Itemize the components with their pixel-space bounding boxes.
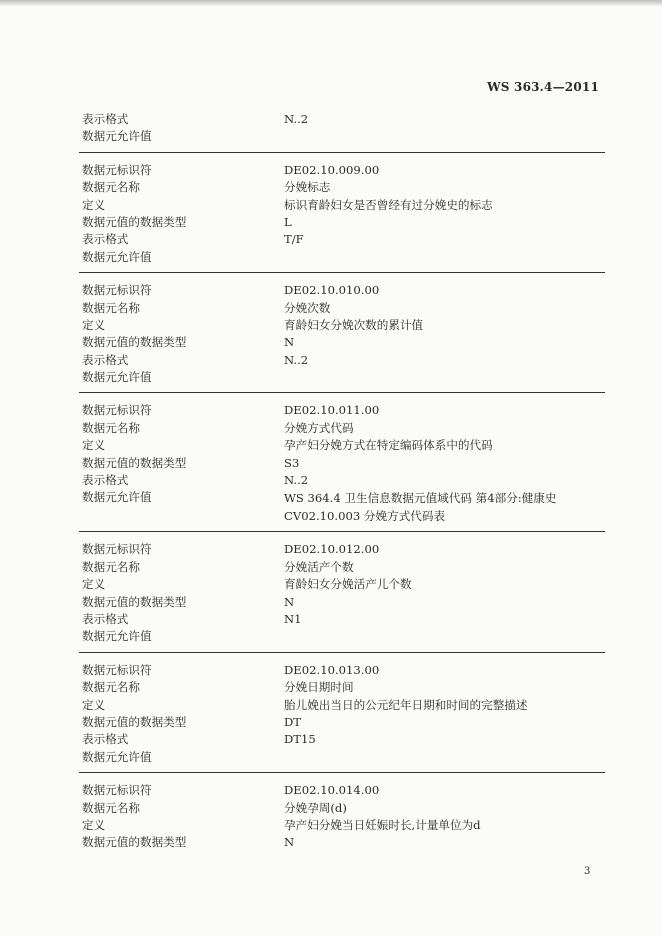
field-label: 表示格式 — [82, 352, 129, 367]
field-row — [82, 179, 602, 196]
field-label: 表示格式 — [82, 232, 129, 247]
field-row — [82, 369, 602, 386]
data-element-block — [82, 541, 602, 645]
field-value: 分娩活产个数 — [284, 559, 354, 574]
field-row — [82, 541, 602, 558]
field-row — [82, 249, 602, 266]
data-element-block — [82, 662, 602, 766]
field-value: N1 — [284, 611, 302, 626]
field-value: N..2 — [284, 473, 309, 488]
divider-line — [79, 152, 605, 153]
field-row — [82, 420, 602, 437]
field-label: 数据元标识符 — [82, 403, 152, 418]
field-label: 数据元值的数据类型 — [82, 455, 187, 470]
field-label: 数据元允许值 — [82, 129, 152, 144]
field-label: 数据元标识符 — [82, 783, 152, 798]
scan-top-border — [0, 0, 662, 6]
divider-line — [79, 772, 605, 773]
field-label: 数据元值的数据类型 — [82, 214, 187, 229]
field-label: 数据元允许值 — [82, 370, 152, 385]
field-label: 定义 — [82, 577, 106, 592]
field-value: N..2 — [284, 112, 309, 126]
field-label: 数据元名称 — [82, 680, 140, 695]
field-label: 数据元允许值 — [82, 490, 152, 505]
field-value — [284, 128, 602, 145]
field-value: S3 — [284, 455, 300, 470]
field-value: DE02.10.009.00 — [284, 162, 380, 177]
field-row — [82, 402, 602, 419]
field-label: 数据元值的数据类型 — [82, 594, 187, 609]
field-row — [82, 731, 602, 748]
field-label: 数据元名称 — [82, 420, 140, 435]
field-row — [82, 817, 602, 834]
field-label: 数据元标识符 — [82, 162, 152, 177]
field-row — [82, 749, 602, 766]
field-value: DE02.10.011.00 — [284, 403, 380, 418]
field-label: 定义 — [82, 197, 106, 212]
field-label: 数据元名称 — [82, 559, 140, 574]
field-label: 数据元名称 — [82, 800, 140, 815]
field-row — [82, 576, 602, 593]
field-label: 数据元允许值 — [82, 629, 152, 644]
field-row — [82, 231, 602, 248]
field-value: 分娩标志 — [284, 180, 331, 195]
field-row — [82, 489, 602, 525]
field-value: 胎儿娩出当日的公元纪年日期和时间的完整描述 — [284, 697, 528, 712]
field-value: 孕产妇分娩当日妊娠时长,计量单位为d — [284, 817, 481, 832]
data-element-list — [82, 111, 602, 852]
field-row — [82, 834, 602, 851]
field-value: N..2 — [284, 352, 309, 367]
field-value: DE02.10.013.00 — [284, 662, 380, 677]
field-label: 定义 — [82, 317, 106, 332]
field-row — [82, 611, 602, 628]
field-label: 表示格式 — [82, 611, 129, 626]
field-value — [284, 489, 602, 525]
field-value: DE02.10.010.00 — [284, 283, 380, 298]
field-value — [284, 369, 602, 386]
field-value: DT — [284, 714, 302, 729]
data-element-block — [82, 111, 602, 146]
field-row — [82, 455, 602, 472]
field-label: 数据元标识符 — [82, 662, 152, 677]
field-row — [82, 334, 602, 351]
field-value: DT15 — [284, 732, 316, 747]
field-value: DE02.10.014.00 — [284, 783, 380, 798]
divider-line — [79, 392, 605, 393]
field-value: 分娩次数 — [284, 300, 331, 315]
field-value: 育龄妇女分娩活产儿个数 — [284, 577, 412, 592]
field-label: 数据元标识符 — [82, 542, 152, 557]
field-row — [82, 628, 602, 645]
field-row — [82, 594, 602, 611]
field-label: 表示格式 — [82, 112, 129, 126]
field-row — [82, 662, 602, 679]
field-row — [82, 317, 602, 334]
field-label: 数据元标识符 — [82, 283, 152, 298]
field-row — [82, 214, 602, 231]
divider-line — [79, 531, 605, 532]
field-value: 分娩日期时间 — [284, 680, 354, 695]
field-value: N — [284, 335, 295, 350]
data-element-block — [82, 282, 602, 386]
field-label: 数据元值的数据类型 — [82, 714, 187, 729]
field-value: 分娩孕周(d) — [284, 800, 347, 815]
data-element-block — [82, 162, 602, 266]
field-row — [82, 162, 602, 179]
field-row — [82, 437, 602, 454]
field-value — [284, 749, 602, 766]
divider-line — [79, 272, 605, 273]
field-label: 表示格式 — [82, 473, 129, 488]
page-number: 3 — [584, 866, 591, 877]
field-value — [284, 628, 602, 645]
field-label: 数据元值的数据类型 — [82, 835, 187, 850]
field-row — [82, 282, 602, 299]
field-value: 分娩方式代码 — [284, 420, 354, 435]
field-row — [82, 714, 602, 731]
field-value: DE02.10.012.00 — [284, 542, 380, 557]
field-value-line: WS 364.4 卫生信息数据元值域代码 第4部分:健康史 — [284, 491, 557, 506]
field-value: 标识育龄妇女是否曾经有过分娩史的标志 — [284, 197, 493, 212]
standard-code: WS 363.4—2011 — [487, 80, 599, 94]
field-label: 定义 — [82, 817, 106, 832]
field-value: T/F — [284, 232, 304, 247]
field-row — [82, 111, 602, 128]
divider-line — [79, 652, 605, 653]
field-value: N — [284, 594, 295, 609]
field-row — [82, 300, 602, 317]
field-row — [82, 679, 602, 696]
field-row — [82, 559, 602, 576]
field-row — [82, 352, 602, 369]
field-row — [82, 197, 602, 214]
data-element-block — [82, 782, 602, 852]
field-label: 数据元值的数据类型 — [82, 335, 187, 350]
field-row — [82, 782, 602, 799]
field-row — [82, 472, 602, 489]
field-row — [82, 800, 602, 817]
field-label: 数据元名称 — [82, 180, 140, 195]
field-label: 数据元允许值 — [82, 249, 152, 264]
field-value — [284, 249, 602, 266]
field-label: 数据元允许值 — [82, 749, 152, 764]
field-label: 定义 — [82, 697, 106, 712]
field-label: 表示格式 — [82, 732, 129, 747]
field-value: 育龄妇女分娩次数的累计值 — [284, 317, 424, 332]
field-row — [82, 697, 602, 714]
field-value: L — [284, 214, 292, 229]
field-row — [82, 128, 602, 145]
field-label: 数据元名称 — [82, 300, 140, 315]
field-value-line: CV02.10.003 分娩方式代码表 — [284, 509, 446, 524]
field-value: 孕产妇分娩方式在特定编码体系中的代码 — [284, 438, 493, 453]
field-label: 定义 — [82, 438, 106, 453]
field-value: N — [284, 835, 295, 850]
data-element-block — [82, 402, 602, 525]
